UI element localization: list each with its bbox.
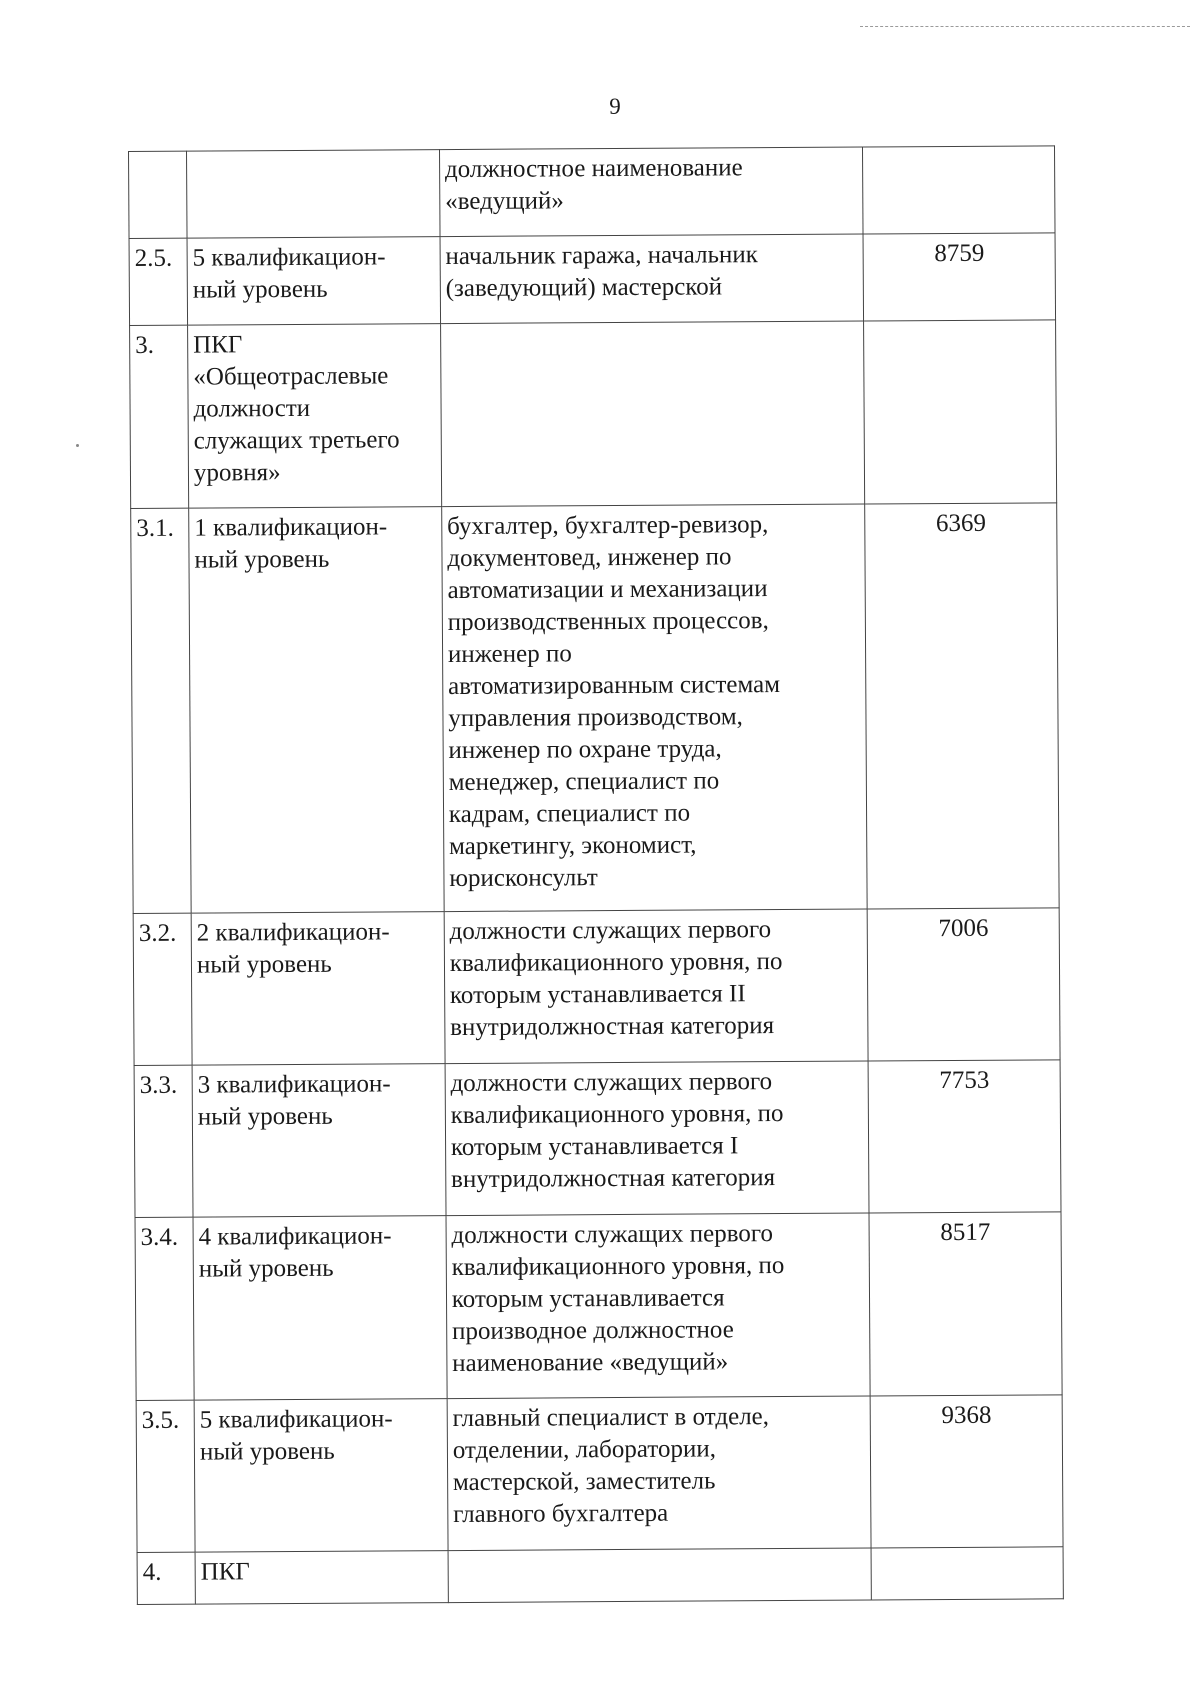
salary-value (871, 1547, 1063, 1600)
salary-value: 7753 (868, 1060, 1061, 1213)
qualification-level: 5 квалификацион- ный уровень (194, 1399, 448, 1553)
table-row (133, 908, 1060, 1066)
qualification-level: 4 квалификацион- ный уровень (193, 1216, 447, 1401)
salary-value: 7006 (867, 908, 1060, 1061)
row-number: 3.1. (131, 508, 191, 913)
table-row (129, 146, 1056, 239)
qualification-level: 2 квалификацион- ный уровень (191, 912, 445, 1066)
page-number: 9 (609, 94, 621, 119)
positions-list: должности служащих первого квалификационного уровня, по которым устанавливается производное должностное наименование «ведущий» (446, 1213, 871, 1399)
table-row (136, 1395, 1063, 1553)
table-row (134, 1060, 1061, 1218)
row-number: 2.5. (129, 238, 187, 325)
salary-value: 8517 (869, 1212, 1062, 1396)
table-row (135, 1212, 1062, 1401)
positions-list: должности служащих первого квалификационного уровня, по которым устанавливается II внутридолжностная категория (444, 909, 868, 1064)
qualification-level: 3 квалификацион- ный уровень (192, 1064, 446, 1218)
salary-value (864, 320, 1057, 504)
positions-list (440, 321, 865, 507)
positions-list (448, 1548, 872, 1603)
salary-value: 6369 (865, 503, 1059, 909)
row-number: 3.2. (133, 913, 192, 1065)
positions-list: должностное наименование «ведущий» (439, 147, 863, 237)
salary-value: 9368 (870, 1395, 1063, 1548)
positions-list: главный специалист в отделе, отделении, лаборатории, мастерской, заместитель главного бухгалтера (447, 1396, 871, 1551)
positions-list: начальник гаража, начальник (заведующий) мастерской (440, 234, 864, 324)
table-row (137, 1547, 1063, 1605)
row-number (129, 151, 187, 238)
table-row (129, 233, 1056, 326)
qualification-level: ПКГ «Общеотраслевые должности служащих третьего уровня» (188, 324, 442, 509)
qualification-level: 1 квалификацион- ный уровень (189, 507, 444, 914)
qualification-level (186, 150, 439, 239)
salary-table (128, 145, 1064, 1605)
scan-speck (76, 444, 79, 447)
row-number: 3.3. (134, 1065, 193, 1217)
row-number: 4. (137, 1552, 195, 1604)
salary-value (863, 146, 1055, 234)
positions-list: должности служащих первого квалификационного уровня, по которым устанавливается I внутридолжностная категория (445, 1061, 869, 1216)
table-row (131, 503, 1059, 914)
scan-edge-line (860, 26, 1190, 27)
salary-value: 8759 (863, 233, 1055, 321)
row-number: 3. (130, 325, 189, 508)
qualification-level: 5 квалификацион- ный уровень (187, 237, 440, 326)
row-number: 3.5. (136, 1400, 195, 1552)
table-row (130, 320, 1057, 509)
qualification-level: ПКГ (195, 1551, 448, 1605)
positions-list: бухгалтер, бухгалтер-ревизор, документовед, инженер по автоматизации и механизации производственных процессов, инженер по автоматизированным системам управления производством, инженер по охране труда, менеджер, специалист по кадрам, специалист по маркетингу, экономист, юрисконсульт (442, 504, 868, 912)
row-number: 3.4. (135, 1217, 194, 1400)
